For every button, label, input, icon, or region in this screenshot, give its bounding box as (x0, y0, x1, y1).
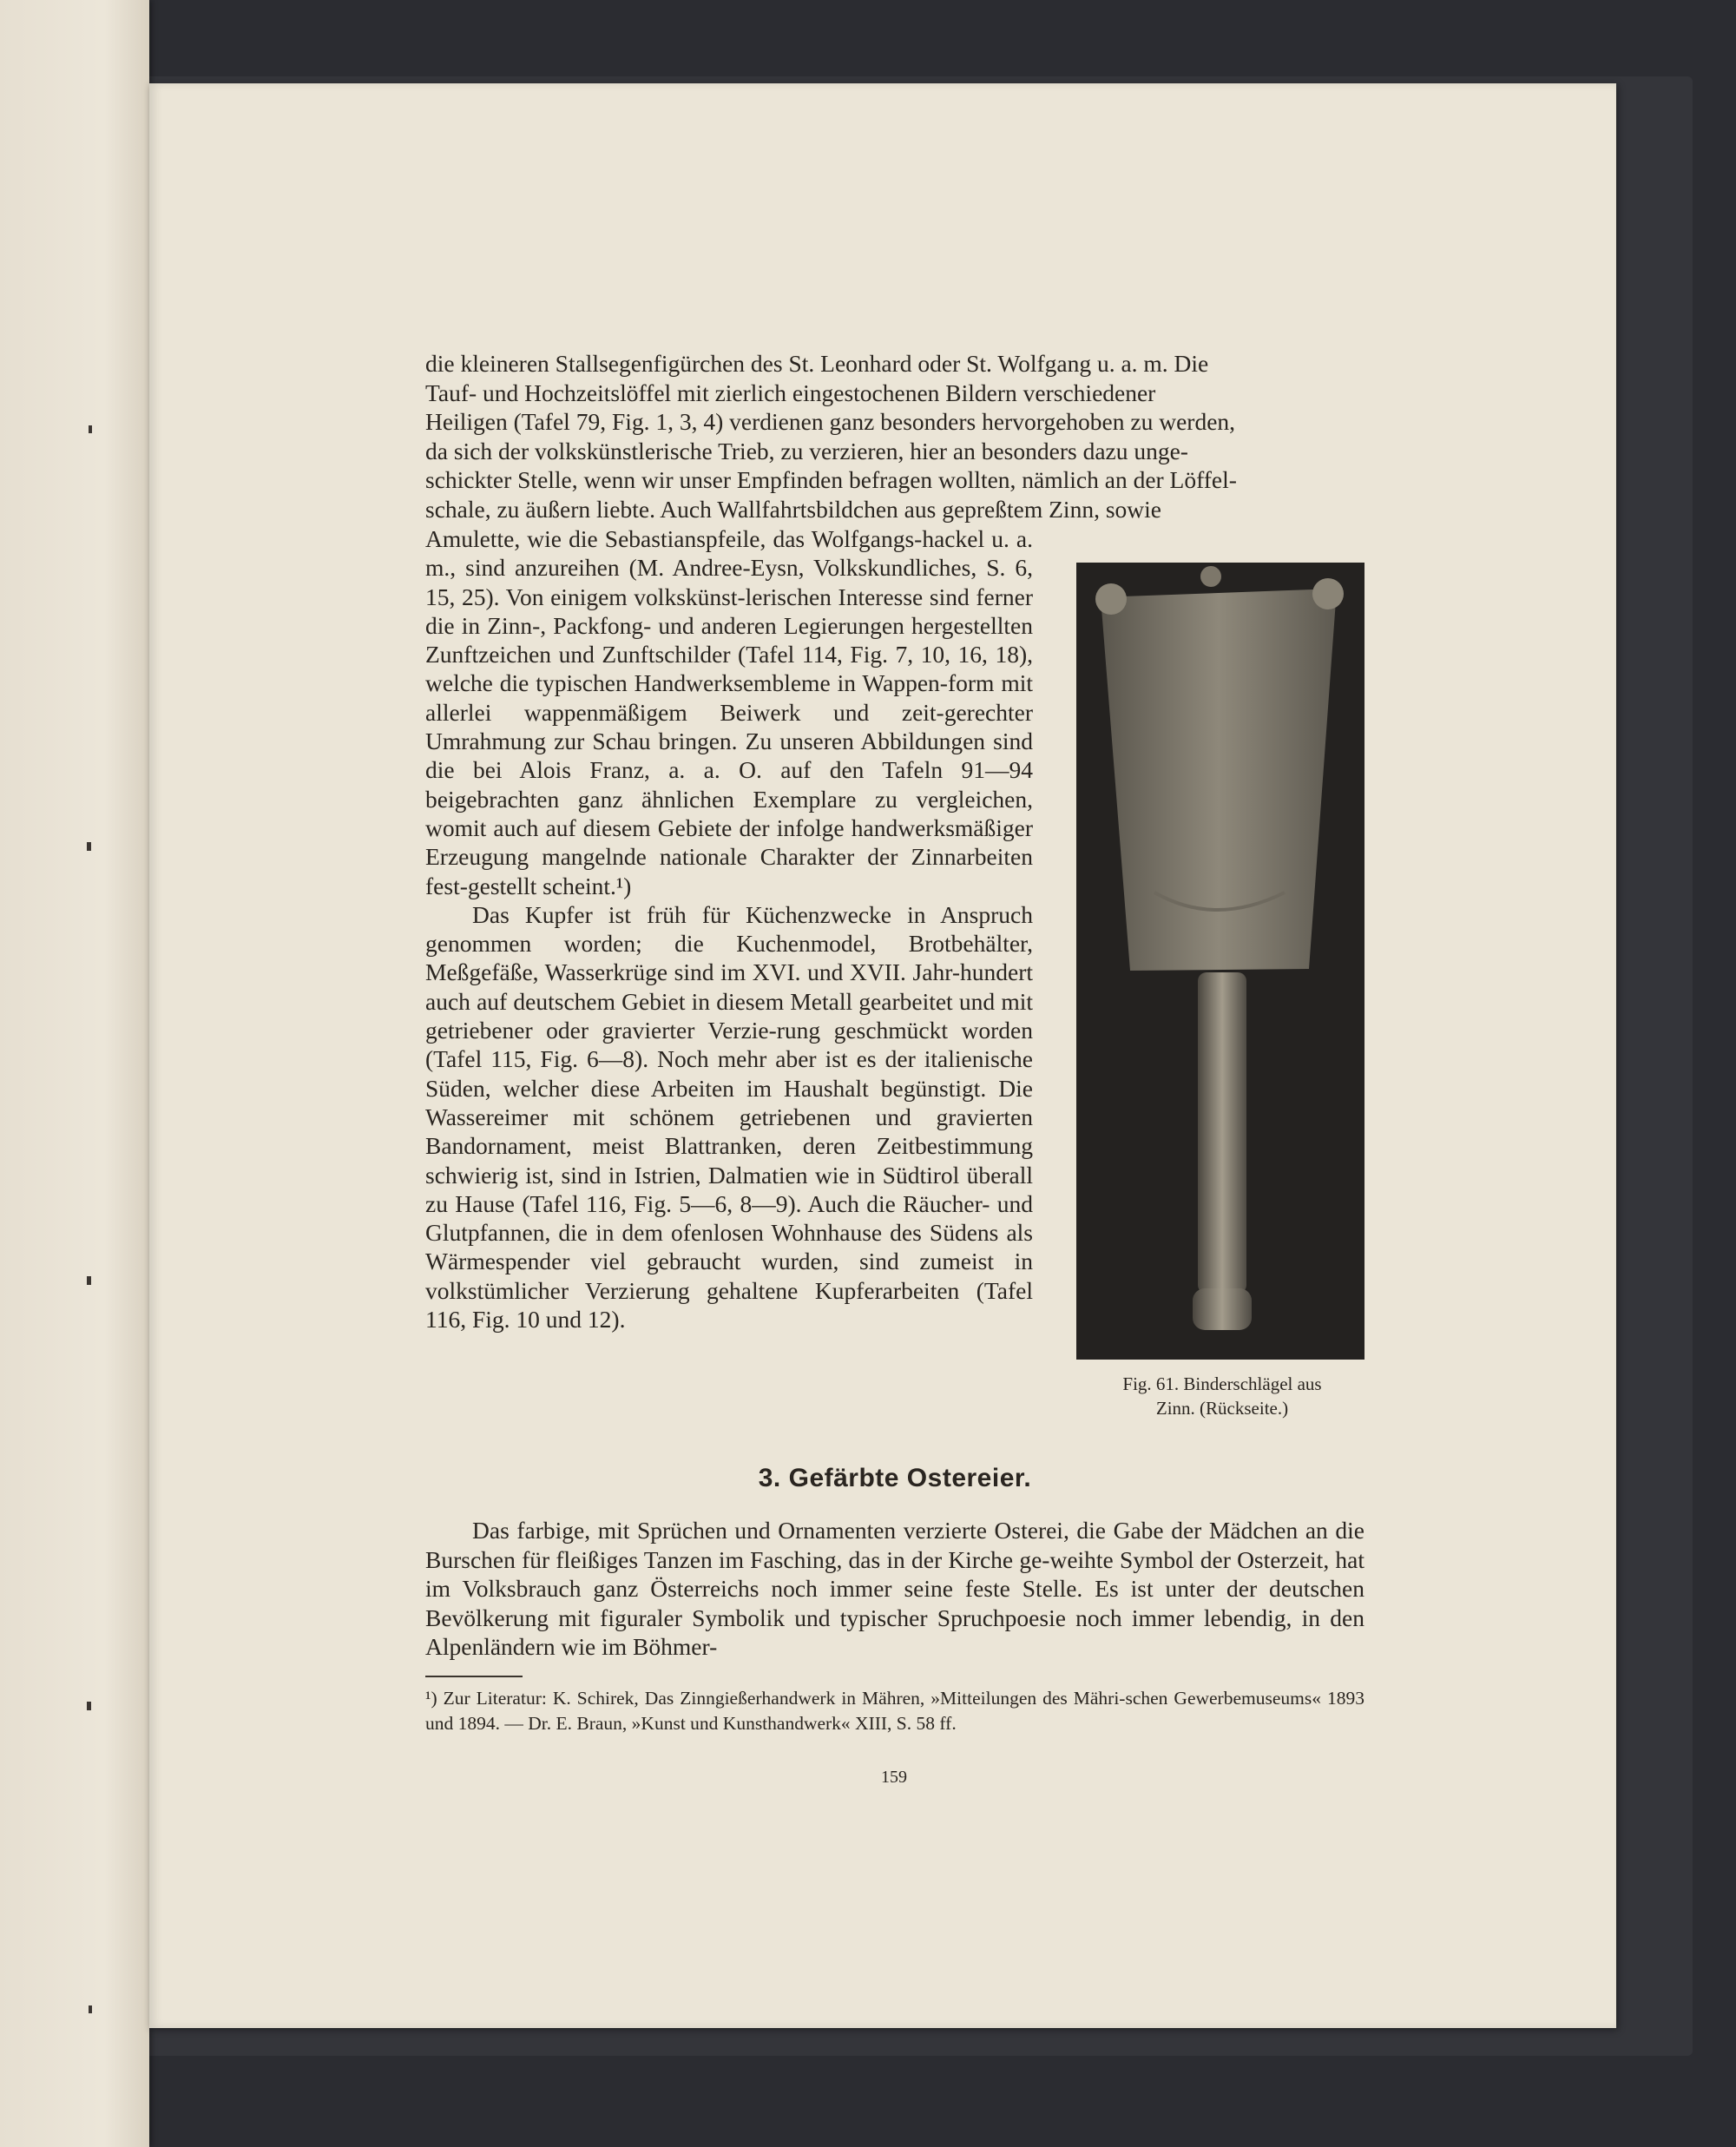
text-line: Heiligen (Tafel 79, Fig. 1, 3, 4) verdienen ganz besonders hervorgehoben zu werden, (425, 408, 1236, 436)
footnote-rule (425, 1676, 523, 1677)
text-line: schickter Stelle, wenn wir unser Empfinden befragen wollten, nämlich an der Löffel- (425, 466, 1237, 494)
column-paragraph: Amulette, wie die Sebastianspfeile, das Wolfgangs-hackel u. a. m., sind anzureihen (M. Andree-Eysn, Volkskundliches, S. 6, 15, 25). Von einigem volkskünst-lerischen Interesse sind ferner die in Zinn-, Packfong- und anderen Legierungen hergestellten Zunftzeichen und Zunftschilder (Tafel 114, Fig. 7, 10, 16, 18), welche die typischen Handwerksembleme in Wappen-form mit allerlei wappenmäßigem Beiwerk und zeit-gerechter Umrahmung zur Schau bringen. Zu unseren Abbildungen sind die bei Alois Franz, a. a. O. auf den Tafeln 91—94 beigebrachten ganz ähnlichen Exemplare zu vergleichen, womit auch auf diesem Gebiete der infolge handwerksmäßiger Erzeugung mangelnde nationale Charakter der Zinnarbeiten fest-gestellt scheint.¹) (425, 525, 1033, 899)
text-line: da sich der volkskünstlerische Trieb, zu verzieren, hier an besonders dazu unge- (425, 437, 1188, 464)
mallet-illustration (1076, 563, 1364, 1360)
column-paragraph: Das Kupfer ist früh für Küchenzwecke in Anspruch genommen worden; die Kuchenmodel, Brotbehälter, Meßgefäße, Wasserkrüge sind im XVI. und XVII. Jahr-hundert auch auf deutschem Gebiet in diesem Metall gearbeitet und mit getriebener oder gravierter Verzie-rung geschmückt worden (Tafel 115, Fig. 6—8). Noch mehr aber ist es der italienische Süden, welcher diese Arbeiten im Haushalt begünstigt. Die Wassereimer mit schönem getriebenen und gravierten Bandornament, meist Blattranken, deren Zeitbestimmung schwierig ist, sind in Istrien, Dalmatien wie in Südtirol überall zu Hause (Tafel 116, Fig. 5—6, 8—9). Auch die Räucher- und Glutpfannen, die in dem ofenlosen Wohnhause des Südens als Wärmespender viel gebraucht wurden, sind zumeist in volkstümlicher Verzierung gehaltene Kupferarbeiten (Tafel 116, Fig. 10 und 12). (425, 900, 1033, 1334)
footnote: ¹) Zur Literatur: K. Schirek, Das Zinngießerhandwerk in Mähren, »Mitteilungen des Mähri-schen Gewerbemuseums« 1893 und 1894. — Dr. E. Braun, »Kunst und Kunsthandwerk« XIII, S. 58 ff. (425, 1688, 1364, 1734)
caption-line: Zinn. (Rückseite.) (1155, 1398, 1289, 1419)
caption-line: Fig. 61. Binderschlägel aus (1122, 1373, 1322, 1394)
page-number: 159 (881, 1768, 907, 1787)
figure-photo-binderschlaegel (1076, 563, 1364, 1360)
body-text-column (425, 524, 1033, 1334)
section-heading: 3. Gefärbte Ostereier. (758, 1464, 1032, 1492)
section-paragraph: Das farbige, mit Sprüchen und Ornamenten verzierte Osterei, die Gabe der Mädchen an die Burschen für fleißiges Tanzen im Fasching, das in der Kirche ge-weihte Symbol der Osterzeit, hat im Volksbrauch ganz Österreichs noch immer seine feste Stelle. Es ist unter der deutschen Bevölkerung mit figuraler Symbolik und typischer Spruchpoesie noch immer lebendig, in den Alpenländern wie im Böhmer- (425, 1517, 1364, 1661)
body-text-section (425, 1516, 1364, 1662)
figure-caption (1064, 1372, 1380, 1420)
binding-mark (87, 1276, 91, 1285)
binding-mark (89, 425, 92, 433)
text-line: Tauf- und Hochzeitslöffel mit zierlich eingestochenen Bildern verschiedener (425, 379, 1156, 406)
text-line: die kleineren Stallsegenfigürchen des St. Leonhard oder St. Wolfgang u. a. m. Die (425, 350, 1209, 377)
binding-mark (87, 1702, 91, 1710)
binding-mark (89, 2005, 92, 2013)
binding-mark (87, 842, 91, 851)
body-text-top (425, 349, 1364, 524)
text-line: schale, zu äußern liebte. Auch Wallfahrtsbildchen aus gepreßtem Zinn, sowie (425, 495, 1161, 523)
left-page-edge (0, 0, 149, 2147)
